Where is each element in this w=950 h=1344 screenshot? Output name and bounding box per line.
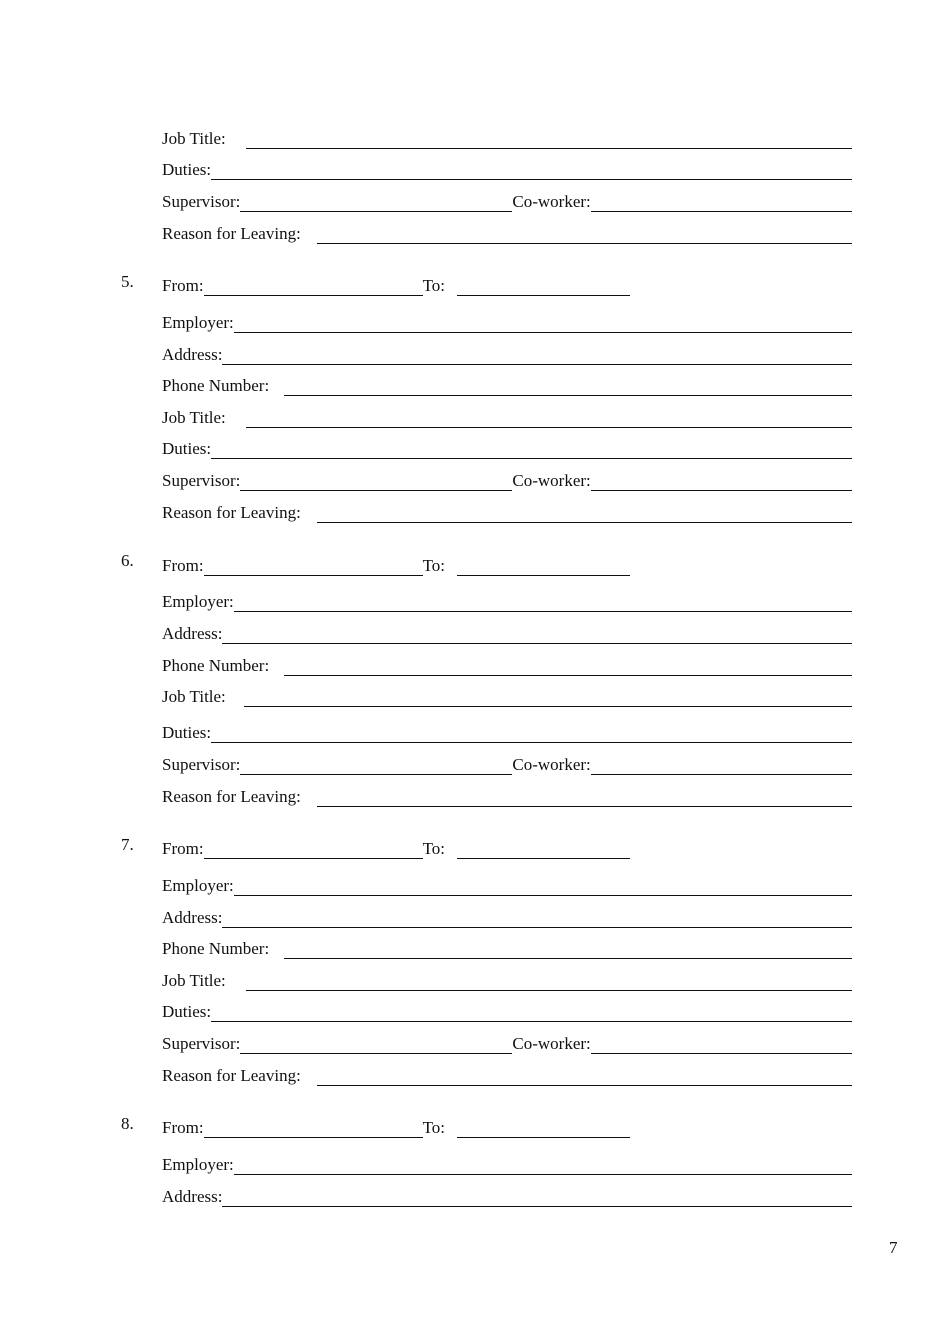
reason-label: Reason for Leaving:: [162, 1066, 301, 1085]
address-field[interactable]: [222, 908, 852, 928]
reason-field[interactable]: [317, 503, 852, 523]
address-row: [162, 343, 852, 365]
address-row: [162, 906, 852, 928]
employer-field[interactable]: [234, 1155, 852, 1175]
duties-row: [162, 1000, 852, 1022]
job-title-field[interactable]: [244, 687, 852, 707]
duties-row: [162, 158, 852, 180]
duties-label: Duties:: [162, 723, 212, 742]
from-label: From:: [162, 556, 204, 575]
address-label: Address:: [162, 624, 223, 643]
employer-row: [162, 590, 852, 612]
supervisor-field[interactable]: [240, 1034, 512, 1054]
supervisor-field[interactable]: [240, 755, 512, 775]
to-field[interactable]: [457, 276, 630, 296]
from-field[interactable]: [204, 1118, 423, 1138]
dates-row: [162, 274, 852, 296]
phone-field[interactable]: [284, 939, 852, 959]
phone-row: [162, 374, 852, 396]
reason-field[interactable]: [317, 224, 852, 244]
phone-field[interactable]: [284, 376, 852, 396]
employer-row: [162, 874, 852, 896]
job-title-label: Job Title:: [162, 129, 226, 148]
reason-row: [162, 785, 852, 807]
duties-label: Duties:: [162, 439, 212, 458]
job-title-row: [162, 685, 852, 707]
job-title-row: [162, 406, 852, 428]
entry-number: 7.: [121, 835, 134, 854]
from-field[interactable]: [204, 839, 423, 859]
employer-label: Employer:: [162, 592, 234, 611]
duties-row: [162, 721, 852, 743]
job-title-row: [162, 969, 852, 991]
job-title-field[interactable]: [246, 129, 852, 149]
duties-field[interactable]: [211, 1002, 852, 1022]
duties-field[interactable]: [211, 723, 852, 743]
address-field[interactable]: [222, 1187, 852, 1207]
supervisor-label: Supervisor:: [162, 471, 241, 490]
from-label: From:: [162, 1118, 204, 1137]
entry-number: 8.: [121, 1114, 134, 1133]
duties-label: Duties:: [162, 160, 212, 179]
address-label: Address:: [162, 345, 223, 364]
duties-label: Duties:: [162, 1002, 212, 1021]
supervisor-row: [162, 1032, 852, 1054]
employer-row: [162, 1153, 852, 1175]
from-label: From:: [162, 276, 204, 295]
job-title-field[interactable]: [246, 971, 852, 991]
to-label: To:: [422, 556, 445, 575]
supervisor-label: Supervisor:: [162, 192, 241, 211]
employer-field[interactable]: [234, 313, 852, 333]
employer-field[interactable]: [234, 592, 852, 612]
to-label: To:: [422, 839, 445, 858]
phone-label: Phone Number:: [162, 656, 270, 675]
address-row: [162, 1185, 852, 1207]
coworker-label: Co-worker:: [512, 192, 591, 211]
reason-label: Reason for Leaving:: [162, 224, 301, 243]
to-label: To:: [422, 276, 445, 295]
reason-field[interactable]: [317, 1066, 852, 1086]
job-title-label: Job Title:: [162, 408, 226, 427]
to-label: To:: [422, 1118, 445, 1137]
coworker-label: Co-worker:: [512, 471, 591, 490]
employer-field[interactable]: [234, 876, 852, 896]
duties-field[interactable]: [211, 160, 852, 180]
phone-label: Phone Number:: [162, 376, 270, 395]
supervisor-row: [162, 753, 852, 775]
entry-number: 6.: [121, 551, 134, 570]
employer-label: Employer:: [162, 1155, 234, 1174]
supervisor-label: Supervisor:: [162, 1034, 241, 1053]
address-label: Address:: [162, 1187, 223, 1206]
supervisor-row: [162, 190, 852, 212]
job-title-row: [162, 127, 852, 149]
employer-label: Employer:: [162, 313, 234, 332]
coworker-field[interactable]: [591, 192, 852, 212]
phone-row: [162, 654, 852, 676]
to-field[interactable]: [457, 1118, 630, 1138]
dates-row: [162, 554, 852, 576]
job-title-label: Job Title:: [162, 971, 226, 990]
job-title-field[interactable]: [246, 408, 852, 428]
phone-label: Phone Number:: [162, 939, 270, 958]
address-label: Address:: [162, 908, 223, 927]
reason-field[interactable]: [317, 787, 852, 807]
address-field[interactable]: [222, 624, 852, 644]
reason-label: Reason for Leaving:: [162, 787, 301, 806]
reason-label: Reason for Leaving:: [162, 503, 301, 522]
phone-row: [162, 937, 852, 959]
duties-row: [162, 437, 852, 459]
dates-row: [162, 1116, 852, 1138]
to-field[interactable]: [457, 556, 630, 576]
from-field[interactable]: [204, 556, 423, 576]
from-label: From:: [162, 839, 204, 858]
to-field[interactable]: [457, 839, 630, 859]
entry-number: 5.: [121, 272, 134, 291]
coworker-field[interactable]: [591, 755, 852, 775]
reason-row: [162, 501, 852, 523]
supervisor-field[interactable]: [240, 192, 512, 212]
supervisor-label: Supervisor:: [162, 755, 241, 774]
address-field[interactable]: [222, 345, 852, 365]
address-row: [162, 622, 852, 644]
page-number: 7: [889, 1238, 898, 1257]
supervisor-row: [162, 469, 852, 491]
coworker-label: Co-worker:: [512, 755, 591, 774]
employer-row: [162, 311, 852, 333]
phone-field[interactable]: [284, 656, 852, 676]
job-title-label: Job Title:: [162, 687, 226, 706]
coworker-label: Co-worker:: [512, 1034, 591, 1053]
duties-field[interactable]: [211, 439, 852, 459]
reason-row: [162, 222, 852, 244]
coworker-field[interactable]: [591, 471, 852, 491]
reason-row: [162, 1064, 852, 1086]
dates-row: [162, 837, 852, 859]
coworker-field[interactable]: [591, 1034, 852, 1054]
from-field[interactable]: [204, 276, 423, 296]
employer-label: Employer:: [162, 876, 234, 895]
supervisor-field[interactable]: [240, 471, 512, 491]
